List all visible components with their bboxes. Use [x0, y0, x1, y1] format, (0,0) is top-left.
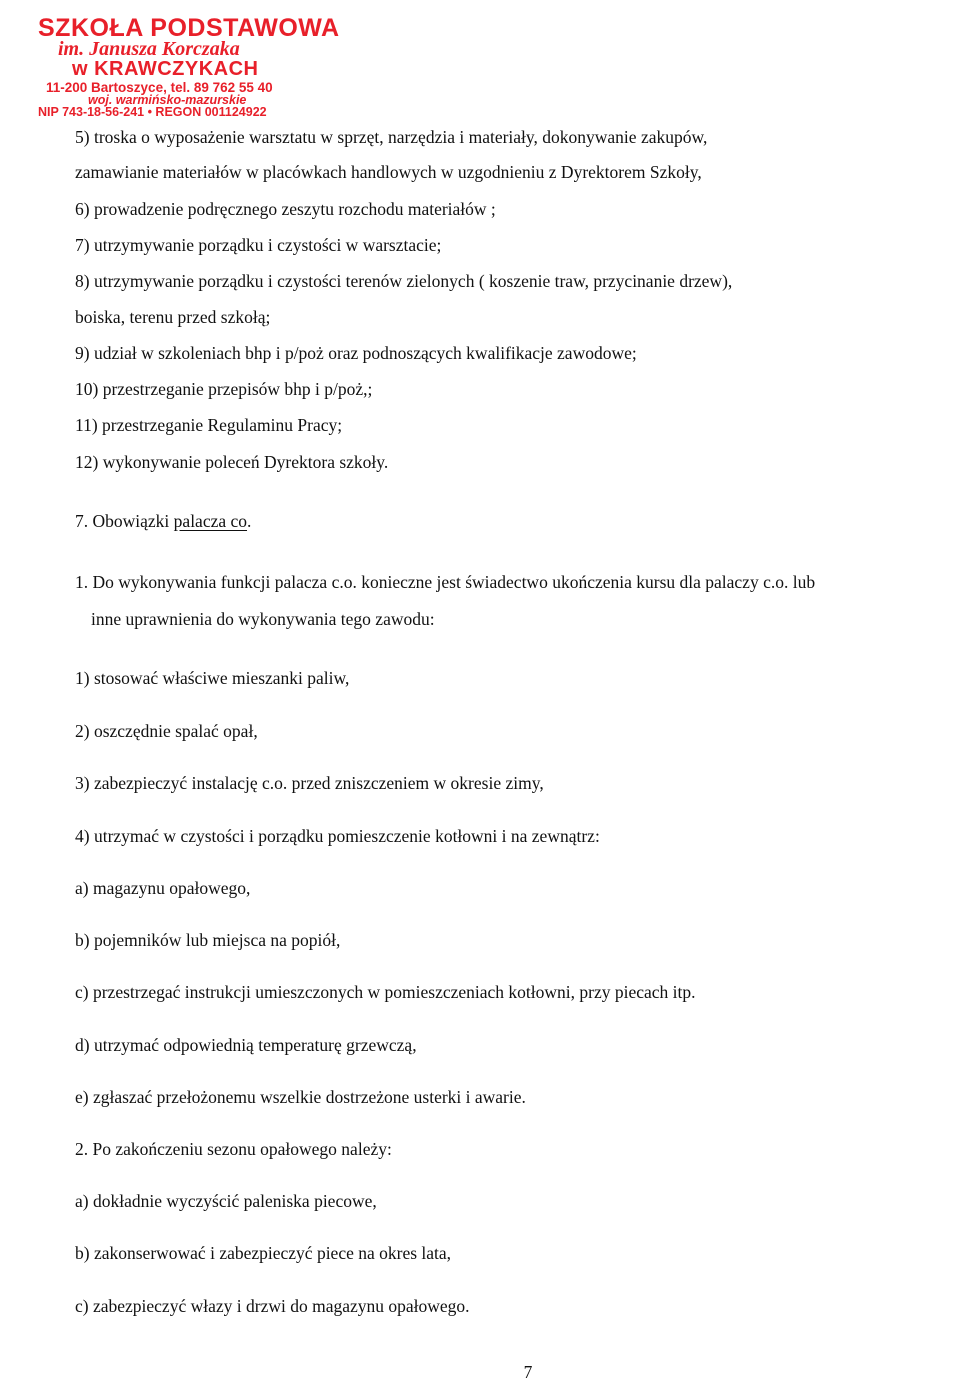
section-heading-underlined: palacza co [173, 511, 248, 531]
section-heading [75, 511, 251, 531]
duty-b: b) pojemników lub miejsca na popiół, [75, 930, 341, 950]
point-2-item-c: c) zabezpieczyć włazy i drzwi do magazynu opałowego. [75, 1296, 470, 1316]
stamp-tax-ids: NIP 743-18-56-241 • REGON 001124922 [38, 105, 267, 119]
list-item-7: 7) utrzymywanie porządku i czystości w warsztacie; [75, 235, 442, 255]
duty-1: 1) stosować właściwe mieszanki paliw, [75, 668, 350, 688]
list-item-5-line-2: zamawianie materiałów w placówkach handlowych w uzgodnieniu z Dyrektorem Szkoły, [75, 162, 702, 182]
list-item-6: 6) prowadzenie podręcznego zeszytu rozchodu materiałów ; [75, 199, 496, 219]
list-item-12: 12) wykonywanie poleceń Dyrektora szkoły. [75, 452, 389, 472]
list-item-5-line-1: 5) troska o wyposażenie warsztatu w sprzęt, narzędzia i materiały, dokonywanie zakupów, [75, 127, 708, 147]
school-stamp [36, 14, 340, 119]
duty-d: d) utrzymać odpowiednią temperaturę grzewczą, [75, 1035, 417, 1055]
duty-a: a) magazynu opałowego, [75, 878, 251, 898]
point-1-line-1: 1. Do wykonywania funkcji palacza c.o. konieczne jest świadectwo ukończenia kursu dla palaczy c.o. lub [75, 572, 816, 592]
point-2-title: 2. Po zakończeniu sezonu opałowego należy: [75, 1139, 392, 1159]
list-item-10: 10) przestrzeganie przepisów bhp i p/poż,; [75, 379, 373, 399]
point-2-item-a: a) dokładnie wyczyścić paleniska piecowe, [75, 1191, 377, 1211]
section-heading-prefix: 7. Obowiązki [75, 511, 174, 531]
page-number: 7 [523, 1362, 533, 1382]
point-2-item-b: b) zakonserwować i zabezpieczyć piece na okres lata, [75, 1243, 452, 1263]
stamp-patron: im. Janusza Korczaka [58, 38, 240, 60]
list-item-8-line-2: boiska, terenu przed szkołą; [75, 307, 271, 327]
stamp-address: 11-200 Bartoszyce, tel. 89 762 55 40 [46, 80, 273, 95]
list-item-11: 11) przestrzeganie Regulaminu Pracy; [75, 415, 343, 435]
duty-4: 4) utrzymać w czystości i porządku pomieszczenie kotłowni i na zewnątrz: [75, 826, 600, 846]
duty-2: 2) oszczędnie spalać opał, [75, 721, 258, 741]
stamp-voivodeship: woj. warmińsko-mazurskie [88, 93, 247, 107]
stamp-location: w KRAWCZYKACH [72, 58, 259, 80]
duty-e: e) zgłaszać przełożonemu wszelkie dostrzeżone usterki i awarie. [75, 1087, 526, 1107]
duty-c: c) przestrzegać instrukcji umieszczonych w pomieszczeniach kotłowni, przy piecach itp. [75, 982, 696, 1002]
list-item-9: 9) udział w szkoleniach bhp i p/poż oraz podnoszących kwalifikacje zawodowe; [75, 343, 637, 363]
section-heading-suffix: . [247, 511, 252, 531]
list-item-8-line-1: 8) utrzymywanie porządku i czystości terenów zielonych ( koszenie traw, przycinanie drzew), [75, 271, 733, 291]
point-1-line-2: inne uprawnienia do wykonywania tego zawodu: [91, 609, 435, 629]
duty-3: 3) zabezpieczyć instalację c.o. przed zniszczeniem w okresie zimy, [75, 773, 544, 793]
stamp-school-name: SZKOŁA PODSTAWOWA [38, 14, 340, 42]
